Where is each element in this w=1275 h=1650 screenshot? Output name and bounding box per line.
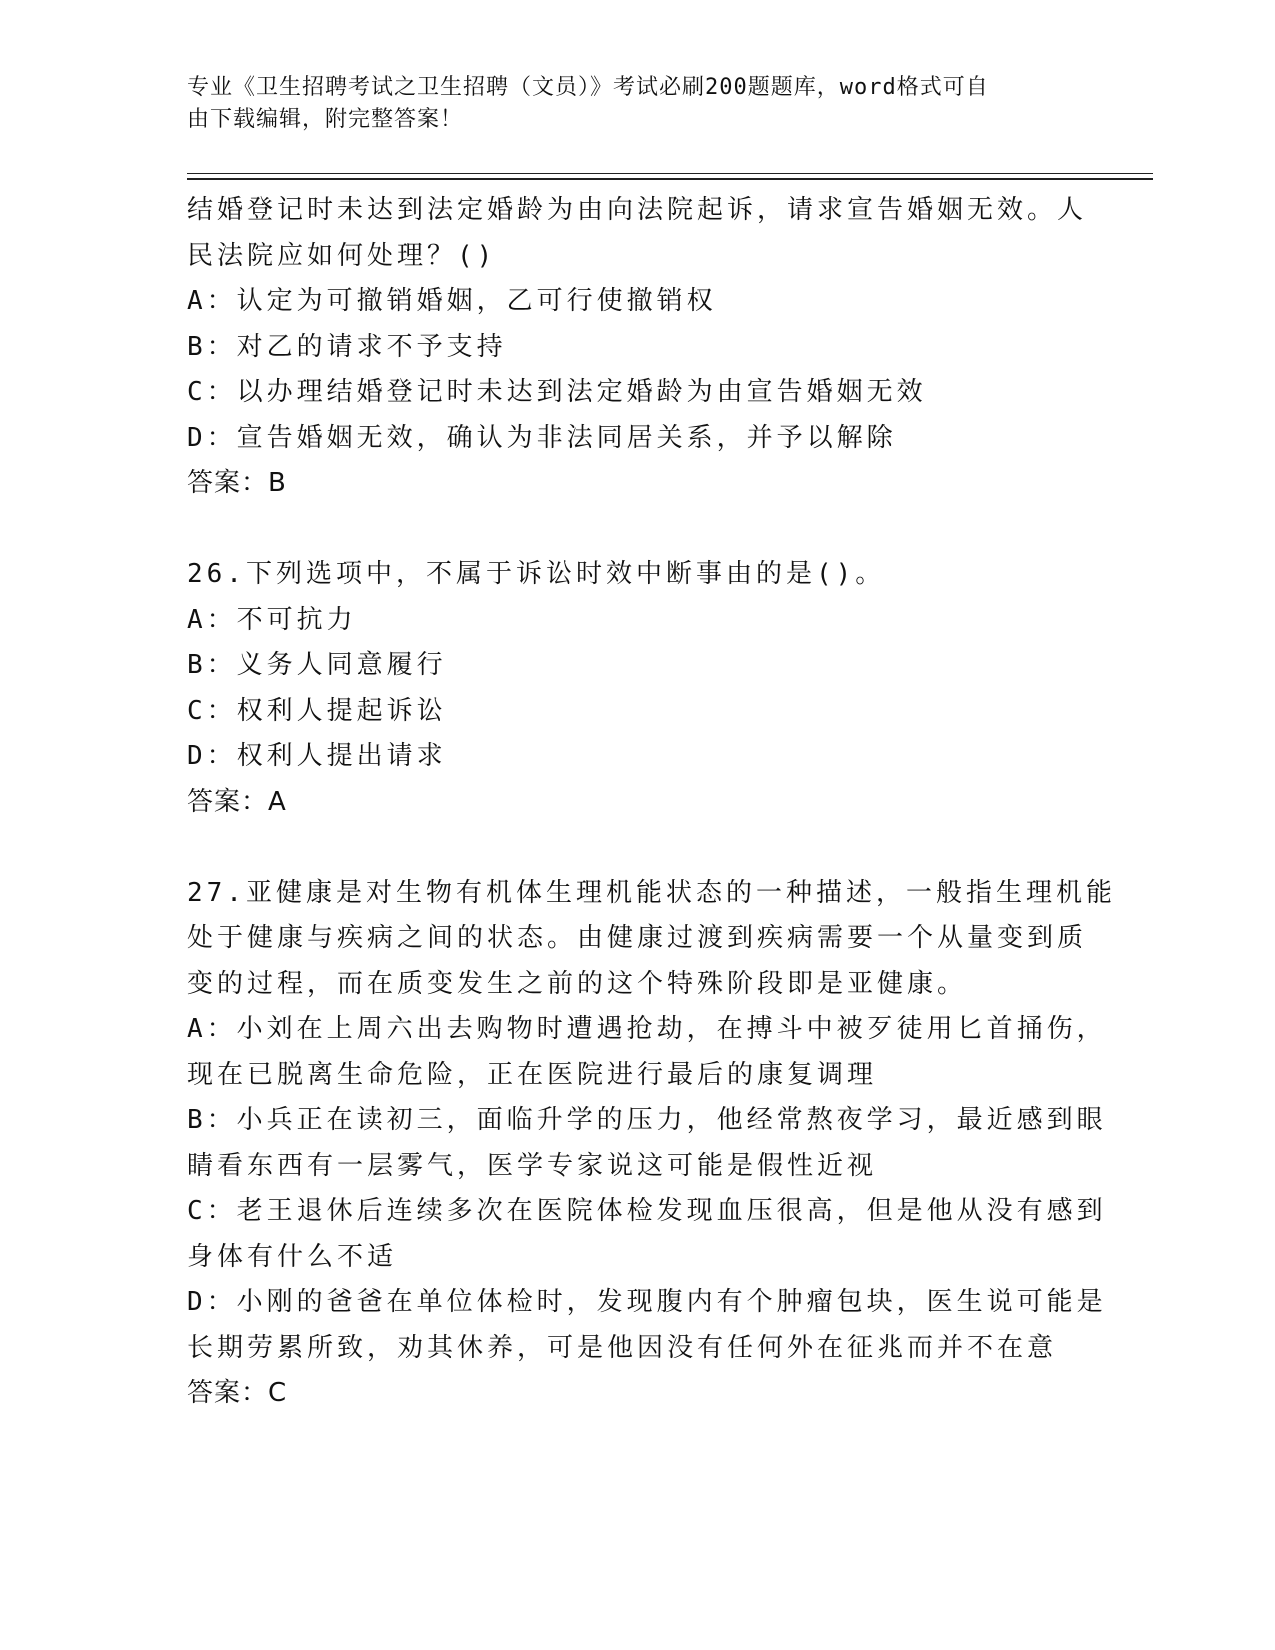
question-stem: 26.下列选项中，不属于诉讼时效中断事由的是()。 xyxy=(187,559,886,589)
option-b: B：义务人同意履行 xyxy=(187,650,447,680)
option-d: D：宣告婚姻无效，确认为非法同居关系，并予以解除 xyxy=(187,422,897,453)
answer-label: 答案：C xyxy=(187,1378,288,1408)
question-stem: 民法院应如何处理？() xyxy=(187,240,497,271)
option-b: 睛看东西有一层雾气，医学专家说这可能是假性近视 xyxy=(187,1150,878,1181)
option-c: C：权利人提起诉讼 xyxy=(187,695,447,726)
option-d: D：权利人提出请求 xyxy=(187,741,447,771)
question-list xyxy=(187,188,1116,1417)
header-divider xyxy=(187,173,1153,174)
header-line: 由下载编辑，附完整答案！ xyxy=(187,107,464,132)
question-26 xyxy=(187,552,1087,825)
option-d: D：小刚的爸爸在单位体检时，发现腹内有个肿瘤包块，医生说可能是 xyxy=(187,1287,1107,1317)
option-a: 现在已脱离生命危险，正在医院进行最后的康复调理 xyxy=(187,1059,878,1090)
question-stem: 结婚登记时未达到法定婚龄为由向法院起诉，请求宣告婚姻无效。人 xyxy=(187,195,1088,225)
option-c: C：以办理结婚登记时未达到法定婚龄为由宣告婚姻无效 xyxy=(187,377,927,407)
option-d: 长期劳累所致，劝其休养，可是他因没有任何外在征兆而并不在意 xyxy=(187,1332,1058,1363)
answer-label: 答案：B xyxy=(187,468,287,498)
option-c: 身体有什么不适 xyxy=(187,1241,398,1272)
question-27 xyxy=(187,871,1116,1417)
option-c: C：老王退休后连续多次在医院体检发现血压很高，但是他从没有感到 xyxy=(187,1196,1107,1226)
option-a: A：认定为可撤销婚姻，乙可行使撤销权 xyxy=(187,286,717,316)
option-b: B：对乙的请求不予支持 xyxy=(187,331,507,362)
option-b: B：小兵正在读初三，面临升学的压力，他经常熬夜学习，最近感到眼 xyxy=(187,1105,1107,1135)
question-stem: 处于健康与疾病之间的状态。由健康过渡到疾病需要一个从量变到质 xyxy=(187,923,1088,953)
question-25 xyxy=(187,188,1087,507)
header-line: 专业《卫生招聘考试之卫生招聘（文员）》考试必刷200题题库，word格式可自 xyxy=(187,75,989,100)
header-divider-thick xyxy=(187,178,1153,180)
option-a: A：不可抗力 xyxy=(187,604,357,635)
question-stem: 27.亚健康是对生物有机体生理机能状态的一种描述，一般指生理机能 xyxy=(187,877,1116,908)
answer-label: 答案：A xyxy=(187,786,287,817)
document-header xyxy=(187,72,1067,136)
option-a: A：小刘在上周六出去购物时遭遇抢劫，在搏斗中被歹徒用匕首捅伤， xyxy=(187,1014,1107,1044)
question-stem: 变的过程，而在质变发生之前的这个特殊阶段即是亚健康。 xyxy=(187,968,968,999)
